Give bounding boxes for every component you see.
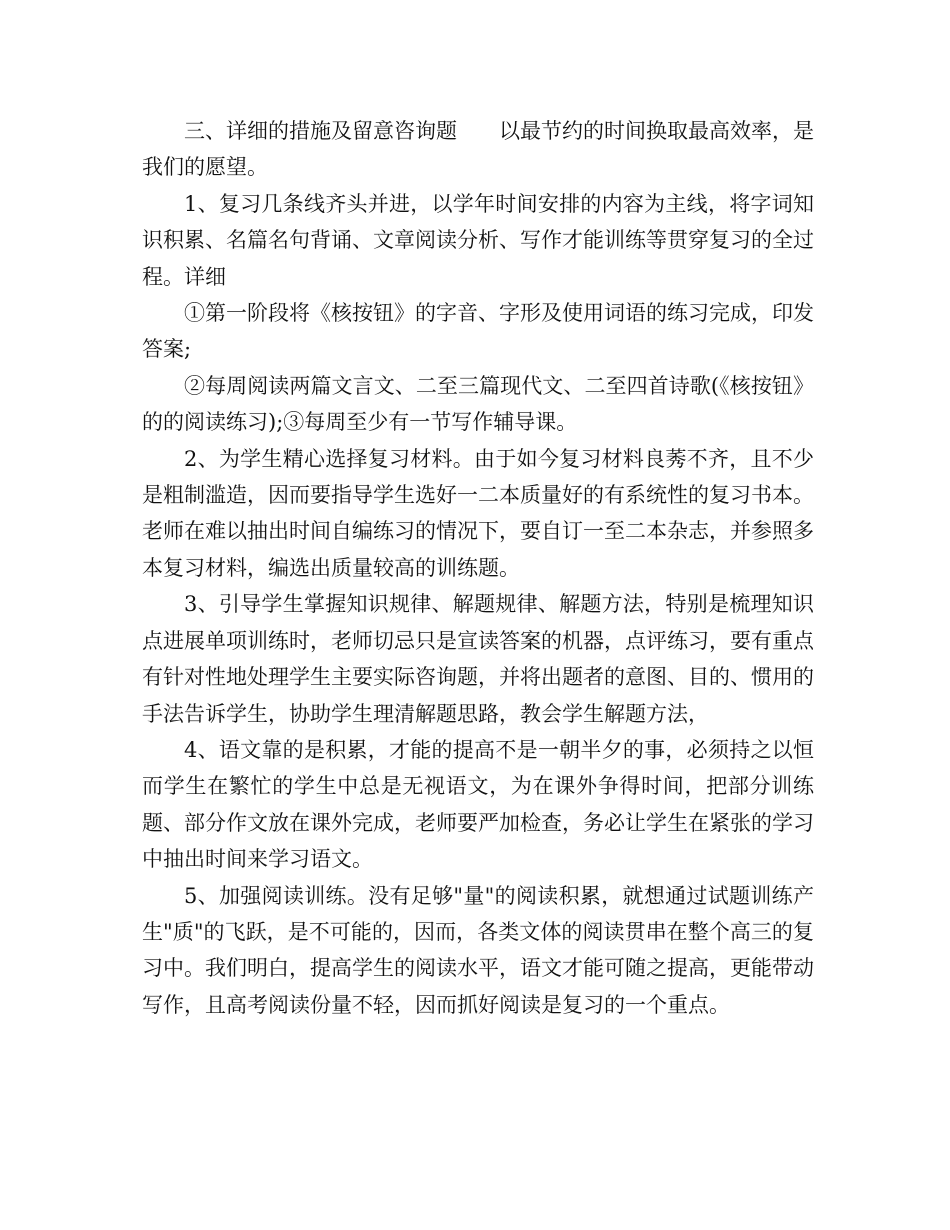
paragraph-item-4: 4、语文靠的是积累，才能的提高不是一朝半夕的事，必须持之以恒而学生在繁忙的学生中总是无视语文，为在课外争得时间，把部分训练题、部分作文放在课外完成，老师要严加检查，务必让学生在紧张的学习中抽出时间来学习语文。	[142, 737, 814, 872]
paragraph-subitem-1: ①第一阶段将《核按钮》的字音、字形及使用词语的练习完成，印发答案;	[142, 301, 814, 362]
paragraph-item-1: 1、复习几条线齐头并进，以学年时间安排的内容为主线，将字词知识积累、名篇名句背诵、文章阅读分析、写作才能训练等贯穿复习的全过程。详细	[142, 191, 814, 289]
paragraph-subitem-2: ②每周阅读两篇文言文、二至三篇现代文、二至四首诗歌(《核按钮》的的阅读练习);③每周至少有一节写作辅导课。	[142, 373, 814, 435]
paragraph-item-3: 3、引导学生掌握知识规律、解题规律、解题方法，特别是梳理知识点进展单项训练时，老师切忌只是宣读答案的机器，点评练习，要有重点有针对性地处理学生主要实际咨询题，并将出题者的意图、目的、惯用的手法告诉学生，协助学生理清解题思路，教会学生解题方法，	[142, 592, 814, 726]
paragraph-measures-heading: 三、详细的措施及留意咨询题 以最节约的时间换取最高效率，是我们的愿望。	[142, 119, 814, 180]
paragraph-item-5: 5、加强阅读训练。没有足够"量"的阅读积累，就想通过试题训练产生"质"的飞跃，是不可能的，因而，各类文体的阅读贯串在整个高三的复习中。我们明白，提高学生的阅读水平，语文才能可随之提高，更能带动写作，且高考阅读份量不轻，因而抓好阅读是复习的一个重点。	[142, 883, 814, 1017]
paragraph-item-2: 2、为学生精心选择复习材料。由于如今复习材料良莠不齐，且不少是粗制滥造，因而要指导学生选好一二本质量好的有系统性的复习书本。老师在难以抽出时间自编练习的情况下，要自订一至二本杂志，并参照多本复习材料，编选出质量较高的训练题。	[142, 446, 814, 580]
document-body	[142, 113, 814, 1023]
